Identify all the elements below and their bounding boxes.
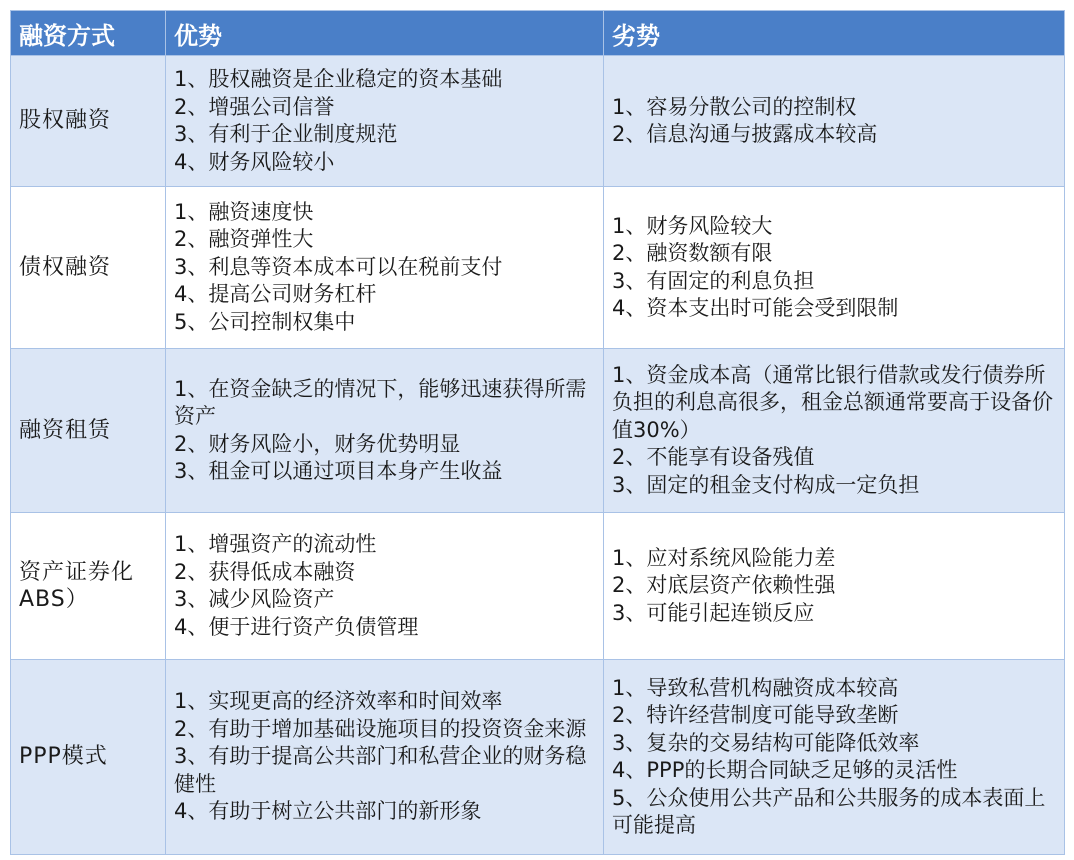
advantages-cell [166, 349, 604, 513]
disadvantage-item: 3、固定的租金支付构成一定负担 [612, 472, 920, 497]
disadvantage-item: 5、公众使用公共产品和公共服务的成本表面上可能提高 [612, 785, 1046, 837]
header-financing-method: 融资方式 [11, 11, 166, 56]
advantage-item: 1、实现更高的经济效率和时间效率 [174, 689, 503, 714]
disadvantage-item: 4、PPP的长期合同缺乏足够的灵活性 [612, 758, 958, 782]
disadvantage-item: 1、资金成本高（通常比银行借款或发行债券所负担的利息高很多，租金总额通常要高于设备价值30%） [612, 362, 1053, 442]
advantage-item: 2、有助于增加基础设施项目的投资资金来源 [174, 716, 587, 741]
disadvantages-cell [604, 187, 1065, 349]
financing-comparison-table [10, 10, 1064, 854]
disadvantage-item: 2、融资数额有限 [612, 241, 773, 265]
disadvantage-item: 1、财务风险较大 [612, 213, 773, 238]
table-row [11, 513, 1065, 660]
advantage-item: 4、财务风险较小 [174, 149, 335, 174]
disadvantage-item: 1、容易分散公司的控制权 [612, 94, 857, 119]
advantage-item: 1、增强资产的流动性 [174, 532, 377, 556]
disadvantage-item: 3、可能引起连锁反应 [612, 600, 815, 625]
advantages-cell [166, 56, 604, 187]
disadvantages-cell [604, 513, 1065, 660]
disadvantage-item: 2、信息沟通与披露成本较高 [612, 122, 878, 146]
advantages-cell [166, 513, 604, 660]
advantage-item: 5、公司控制权集中 [174, 309, 356, 334]
advantages-cell [166, 187, 604, 349]
advantage-item: 1、在资金缺乏的情况下，能够迅速获得所需资产 [174, 376, 587, 428]
table-row [11, 187, 1065, 349]
disadvantage-item: 2、不能享有设备残值 [612, 445, 815, 470]
disadvantages-cell [604, 56, 1065, 187]
disadvantage-item: 3、有固定的利息负担 [612, 268, 815, 293]
advantage-item: 2、财务风险小，财务优势明显 [174, 431, 461, 456]
table [10, 10, 1065, 855]
advantage-item: 3、利息等资本成本可以在税前支付 [174, 254, 503, 279]
advantage-item: 4、提高公司财务杠杆 [174, 282, 377, 307]
advantage-item: 3、减少风险资产 [174, 587, 335, 611]
table-row [11, 660, 1065, 855]
advantage-item: 1、股权融资是企业稳定的资本基础 [174, 67, 503, 91]
table-row [11, 349, 1065, 513]
row-name: PPP模式 [11, 660, 166, 855]
disadvantage-item: 1、应对系统风险能力差 [612, 545, 836, 570]
advantage-item: 3、租金可以通过项目本身产生收益 [174, 459, 503, 483]
row-name: 股权融资 [11, 56, 166, 187]
disadvantage-item: 2、特许经营制度可能导致垄断 [612, 703, 899, 727]
table-row [11, 56, 1065, 187]
row-name: 融资租赁 [11, 349, 166, 513]
advantage-item: 3、有助于提高公共部门和私营企业的财务稳健性 [174, 744, 587, 796]
disadvantage-item: 1、导致私营机构融资成本较高 [612, 675, 899, 700]
disadvantages-cell [604, 660, 1065, 855]
disadvantage-item: 4、资本支出时可能会受到限制 [612, 296, 899, 320]
header-row [11, 11, 1065, 56]
advantage-item: 4、便于进行资产负债管理 [174, 614, 419, 639]
disadvantage-item: 3、复杂的交易结构可能降低效率 [612, 730, 920, 755]
disadvantage-item: 2、对底层资产依赖性强 [612, 573, 836, 598]
header-disadvantages: 劣势 [604, 11, 1065, 56]
header-advantages: 优势 [166, 11, 604, 56]
advantage-item: 3、有利于企业制度规范 [174, 122, 398, 146]
advantage-item: 1、融资速度快 [174, 199, 314, 224]
row-name: 资产证券化ABS） [11, 513, 166, 660]
advantage-item: 2、融资弹性大 [174, 227, 314, 252]
advantage-item: 4、有助于树立公共部门的新形象 [174, 799, 482, 824]
advantage-item: 2、增强公司信誉 [174, 94, 335, 119]
row-name: 债权融资 [11, 187, 166, 349]
advantage-item: 2、获得低成本融资 [174, 559, 356, 584]
disadvantages-cell [604, 349, 1065, 513]
advantages-cell [166, 660, 604, 855]
